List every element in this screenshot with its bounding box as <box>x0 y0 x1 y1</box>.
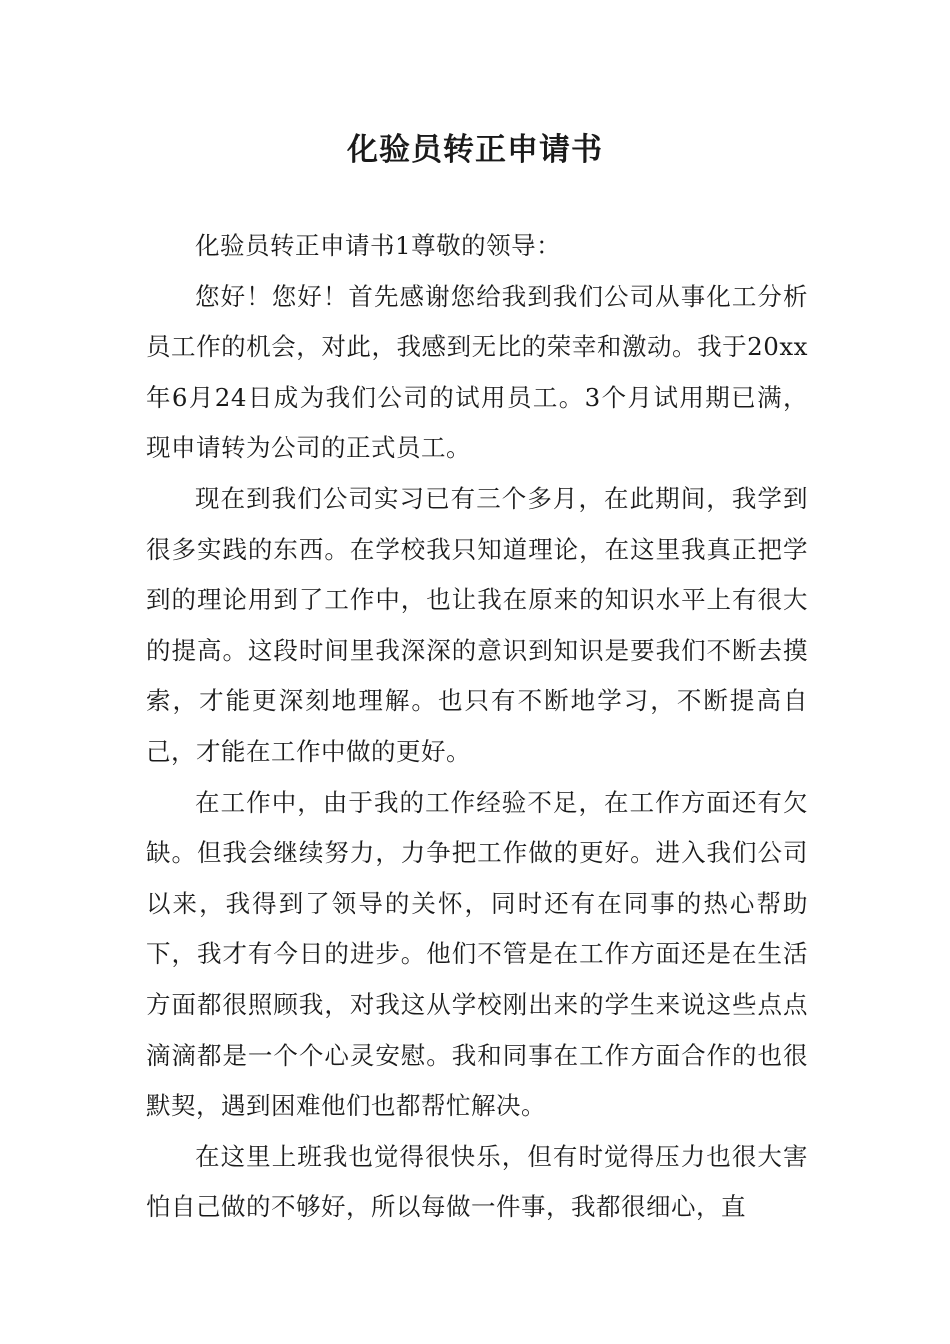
paragraph-work: 在工作中，由于我的工作经验不足，在工作方面还有欠缺。但我会继续努力，力争把工作做的更好。进入我们公司以来，我得到了领导的关怀，同时还有在同事的热心帮助下，我才有今日的进步。他们不管是在工作方面还是在生活方面都很照顾我，对我这从学校刚出来的学生来说这些点点滴滴都是一个个心灵安慰。我和同事在工作方面合作的也很默契，遇到困难他们也都帮忙解决。 <box>146 787 808 1121</box>
paragraph-greeting: 您好！您好！首先感谢您给我到我们公司从事化工分析员工作的机会，对此，我感到无比的荣幸和激动。我于20xx年6月24日成为我们公司的试用员工。3个月试用期已满，现申请转为公司的正式员工。 <box>146 281 808 463</box>
paragraph-learning: 现在到我们公司实习已有三个多月，在此期间，我学到很多实践的东西。在学校我只知道理论，在这里我真正把学到的理论用到了工作中，也让我在原来的知识水平上有很大的提高。这段时间里我深深的意识到知识是要我们不断去摸索，才能更深刻地理解。也只有不断地学习，不断提高自己，才能在工作中做的更好。 <box>146 483 808 766</box>
paragraph-salutation: 化验员转正申请书1尊敬的领导： <box>195 231 562 260</box>
document-title: 化验员转正申请书 <box>347 132 603 168</box>
paragraph-pressure: 在这里上班我也觉得很快乐，但有时觉得压力也很大害怕自己做的不够好，所以每做一件事，我都很细心，直 <box>146 1141 808 1222</box>
document-body <box>146 221 808 1233</box>
